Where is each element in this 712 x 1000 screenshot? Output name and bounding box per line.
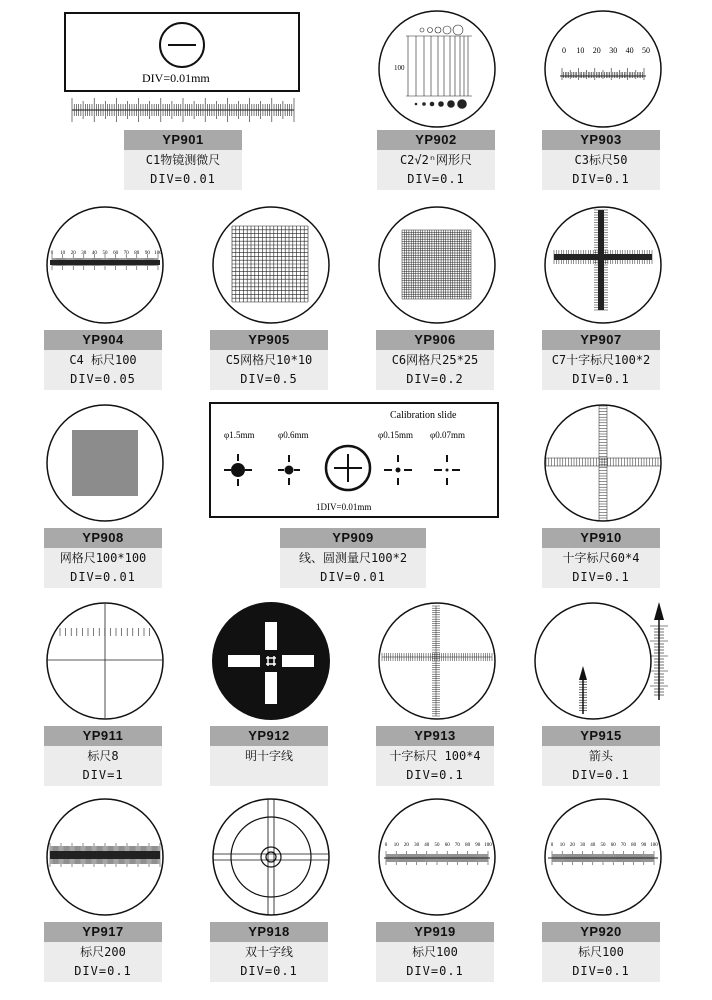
svg-text:0: 0	[50, 251, 54, 256]
grid10-image	[210, 204, 332, 326]
product-division: DIV=0.05	[44, 370, 162, 390]
product-division: DIV=0.01	[44, 568, 162, 588]
svg-text:60: 60	[113, 251, 119, 256]
label-yp905	[210, 330, 328, 390]
cross-scale100x4-image	[376, 600, 498, 722]
product-name: C4 标尺100	[44, 350, 162, 370]
product-name: 双十字线	[210, 942, 328, 962]
cross-scale60-image	[542, 402, 664, 524]
product-name: C5网格尺10*10	[210, 350, 328, 370]
product-division: DIV=0.2	[376, 370, 494, 390]
arrow-image	[526, 596, 676, 724]
product-code: YP907	[542, 330, 660, 350]
svg-text:80: 80	[631, 843, 637, 848]
calibration-title: Calibration slide	[390, 410, 457, 421]
product-name: 标尺100	[376, 942, 494, 962]
product-division: DIV=0.1	[377, 170, 495, 190]
product-code: YP902	[377, 130, 495, 150]
diameter-label: φ0.07mm	[430, 430, 465, 440]
product-name: 标尺8	[44, 746, 162, 766]
label-yp903	[542, 130, 660, 190]
reticle-yp917	[44, 796, 166, 923]
product-division: DIV=0.1	[542, 766, 660, 786]
product-name: C7十字标尺100*2	[542, 350, 660, 370]
product-code: YP919	[376, 922, 494, 942]
svg-text:70: 70	[454, 843, 460, 848]
svg-text:10: 10	[60, 251, 66, 256]
product-name: 网格尺100*100	[44, 548, 162, 568]
svg-text:50: 50	[102, 251, 108, 256]
svg-text:30: 30	[580, 843, 586, 848]
product-division	[210, 766, 328, 786]
product-name: C1物镜测微尺	[124, 150, 242, 170]
svg-text:30: 30	[414, 843, 420, 848]
product-code: YP906	[376, 330, 494, 350]
label-yp909	[280, 528, 426, 588]
scale100-b-image	[376, 796, 498, 918]
svg-text:20: 20	[569, 843, 575, 848]
label-yp906	[376, 330, 494, 390]
product-code: YP912	[210, 726, 328, 746]
product-code: YP905	[210, 330, 328, 350]
svg-text:10: 10	[393, 843, 399, 848]
svg-text:40: 40	[625, 46, 634, 55]
scale8-image	[44, 600, 166, 722]
scale50-image	[542, 8, 664, 130]
svg-text:70: 70	[620, 843, 626, 848]
svg-text:50: 50	[642, 46, 650, 55]
reticle-yp913	[376, 600, 498, 727]
label-yp912	[210, 726, 328, 786]
svg-text:10: 10	[576, 46, 585, 55]
product-division: DIV=0.1	[542, 962, 660, 982]
svg-text:80: 80	[465, 843, 471, 848]
reticle-yp903	[542, 8, 664, 135]
product-division: DIV=0.1	[376, 962, 494, 982]
product-code: YP904	[44, 330, 162, 350]
product-division: DIV=0.1	[542, 568, 660, 588]
reticle-yp912	[210, 600, 332, 727]
product-division: DIV=0.1	[542, 170, 660, 190]
svg-text:0: 0	[384, 843, 388, 848]
reticle-yp907	[542, 204, 664, 331]
svg-text:100: 100	[484, 843, 492, 848]
product-code: YP918	[210, 922, 328, 942]
product-code: YP909	[280, 528, 426, 548]
svg-text:30: 30	[609, 46, 618, 55]
svg-text:80: 80	[134, 251, 140, 256]
diameter-label: φ1.5mm	[224, 430, 255, 440]
reticle-yp904	[44, 204, 166, 331]
double-cross-image	[210, 796, 332, 918]
reticle-yp919	[376, 796, 498, 923]
scale100-c-image	[542, 796, 664, 918]
product-name: 标尺100	[542, 942, 660, 962]
svg-text:50: 50	[600, 843, 606, 848]
svg-text:10: 10	[559, 843, 565, 848]
product-name: 箭头	[542, 746, 660, 766]
sqrt2-net-image	[376, 8, 498, 130]
product-code: YP917	[44, 922, 162, 942]
product-name: C3标尺50	[542, 150, 660, 170]
product-division: DIV=0.1	[376, 766, 494, 786]
label-yp902	[377, 130, 495, 190]
label-yp911	[44, 726, 162, 786]
bright-cross-image	[210, 600, 332, 722]
calibration-div: 1DIV=0.01mm	[316, 502, 372, 512]
product-division: DIV=0.01	[280, 568, 426, 588]
svg-text:100: 100	[650, 843, 658, 848]
product-division: DIV=1	[44, 766, 162, 786]
reticle-yp908	[44, 402, 166, 529]
product-division: DIV=0.1	[210, 962, 328, 982]
svg-text:100: 100	[394, 64, 405, 72]
label-yp920	[542, 922, 660, 982]
reticle-yp911	[44, 600, 166, 727]
label-yp907	[542, 330, 660, 390]
reticle-yp906	[376, 204, 498, 331]
product-name: 线、圆测量尺100*2	[280, 548, 426, 568]
svg-text:20: 20	[70, 251, 76, 256]
product-division: DIV=0.01	[124, 170, 242, 190]
svg-text:40: 40	[91, 251, 97, 256]
reticle-yp901	[62, 12, 304, 129]
reticle-yp909	[208, 400, 500, 525]
product-division: DIV=0.5	[210, 370, 328, 390]
diameter-label: φ0.15mm	[378, 430, 413, 440]
svg-text:50: 50	[434, 843, 440, 848]
diameter-label: φ0.6mm	[278, 430, 309, 440]
svg-text:30: 30	[81, 251, 87, 256]
scale200-image	[44, 796, 166, 918]
product-name: C6网格尺25*25	[376, 350, 494, 370]
product-code: YP901	[124, 130, 242, 150]
product-name: C2√2ⁿ网形尺	[377, 150, 495, 170]
svg-text:20: 20	[403, 843, 409, 848]
grid100-image	[44, 402, 166, 524]
svg-text:0: 0	[550, 843, 554, 848]
reticle-yp905	[210, 204, 332, 331]
product-code: YP910	[542, 528, 660, 548]
product-division: DIV=0.1	[542, 370, 660, 390]
label-yp918	[210, 922, 328, 982]
reticle-yp920	[542, 796, 664, 923]
calibration-slide-image	[208, 400, 500, 520]
label-yp910	[542, 528, 660, 588]
svg-text:90: 90	[144, 251, 150, 256]
product-name: 明十字线	[210, 746, 328, 766]
product-code: YP920	[542, 922, 660, 942]
div-caption: DIV=0.01mm	[142, 71, 210, 85]
label-yp913	[376, 726, 494, 786]
product-name: 标尺200	[44, 942, 162, 962]
stage-micrometer-image	[62, 12, 304, 124]
svg-text:90: 90	[475, 843, 481, 848]
svg-text:90: 90	[641, 843, 647, 848]
product-code: YP911	[44, 726, 162, 746]
svg-text:70: 70	[123, 251, 129, 256]
product-code: YP915	[542, 726, 660, 746]
cross-scale100-image	[542, 204, 664, 326]
product-code: YP903	[542, 130, 660, 150]
svg-text:60: 60	[610, 843, 616, 848]
product-division: DIV=0.1	[44, 962, 162, 982]
svg-text:40: 40	[590, 843, 596, 848]
svg-text:100: 100	[154, 251, 162, 256]
label-yp904	[44, 330, 162, 390]
label-yp901	[124, 130, 242, 190]
svg-text:20: 20	[592, 46, 601, 55]
label-yp908	[44, 528, 162, 588]
label-yp917	[44, 922, 162, 982]
scale100-image	[44, 204, 166, 326]
reticle-yp918	[210, 796, 332, 923]
reticle-yp902	[376, 8, 498, 135]
product-code: YP908	[44, 528, 162, 548]
label-yp919	[376, 922, 494, 982]
reticle-yp910	[542, 402, 664, 529]
label-yp915	[542, 726, 660, 786]
svg-text:0: 0	[562, 46, 566, 55]
reticle-yp915	[526, 596, 676, 729]
product-name: 十字标尺 100*4	[376, 746, 494, 766]
product-name: 十字标尺60*4	[542, 548, 660, 568]
grid25-image	[376, 204, 498, 326]
product-code: YP913	[376, 726, 494, 746]
svg-text:40: 40	[424, 843, 430, 848]
svg-text:60: 60	[444, 843, 450, 848]
